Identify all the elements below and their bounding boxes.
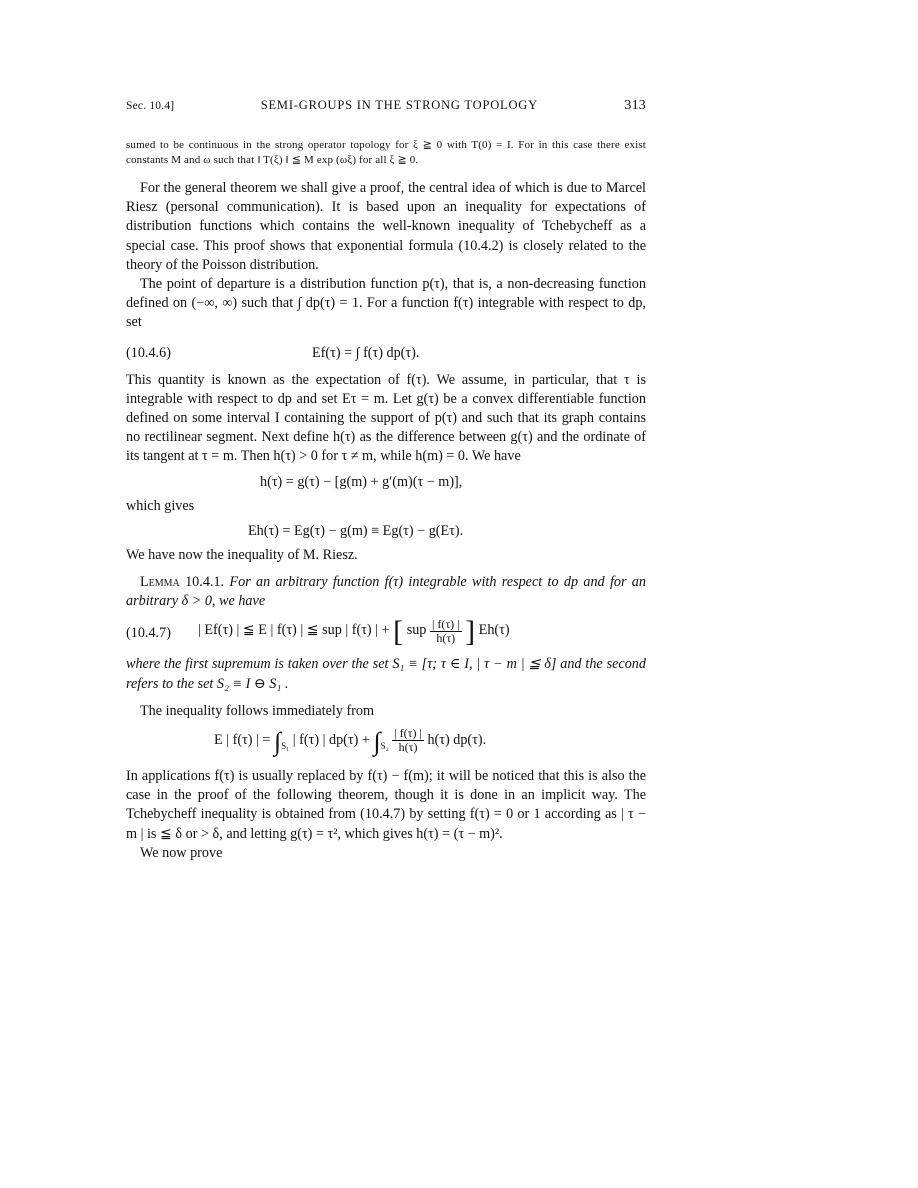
paragraph-applications: In applications f(τ) is usually replaced by f(τ) − f(m); it will be noticed that this is also the case in the proof of the following theorem, though it is done in an implicit way. The Tchebycheff inequality is obtained from (10.4.7) by setting f(τ) = 0 or 1 according as | τ − m | is ≦ δ or > δ, and letting g(τ) = τ², which gives h(τ) = (τ − m)². <box>126 768 646 842</box>
equation-body: Ef(τ) = ∫ f(τ) dp(τ). <box>312 344 420 361</box>
subscript-s2: S₂ <box>380 741 389 752</box>
lemma-label: Lemma 10.4.1. <box>140 574 225 591</box>
equation-number: (10.4.7) <box>126 625 171 642</box>
paragraph-follows: The inequality follows immediately from <box>140 702 375 719</box>
page <box>126 98 646 863</box>
section-label: Sec. 10.4] <box>126 100 175 112</box>
fraction-denominator: h(τ) <box>398 740 418 755</box>
equation-body: Eh(τ) = Eg(τ) − g(m) ≡ Eg(τ) − g(Eτ). <box>248 522 464 539</box>
sup-label: sup <box>406 622 427 639</box>
fraction-numerator: | f(τ) | <box>394 726 422 741</box>
equation-body <box>214 727 486 757</box>
paragraph-distribution-function: The point of departure is a distribution function p(τ), that is, a non-decreasing function defined on (−∞, ∞) such that ∫ dp(τ) = 1. For a function f(τ) integrable with respect to dp, set <box>126 276 646 331</box>
equation-body <box>198 615 510 649</box>
fraction <box>430 618 462 645</box>
lemma-statement <box>126 573 646 611</box>
lemma-text: For an arbitrary function f(τ) integrable with respect to dp and for an arbitrary δ > 0, we have <box>126 574 646 610</box>
right-bracket: ] <box>465 615 476 649</box>
equation-10-4-7 <box>126 611 646 655</box>
continued-paragraph: sumed to be continuous in the strong operator topology for ξ ≧ 0 with T(0) = I. For in this case there exist constants M and ω such that ‖ T(ξ) ‖ ≦ M exp (ωξ) for all ξ ≧ 0. <box>126 139 646 166</box>
inequality-left: | Ef(τ) | ≦ E | f(τ) | ≦ sup | f(τ) | + <box>198 622 390 639</box>
inequality-right: Eh(τ) <box>478 622 510 639</box>
split-right: h(τ) dp(τ). <box>427 732 487 749</box>
integral-sign-s2: ∫ <box>373 727 381 757</box>
equation-number: (10.4.6) <box>126 344 171 361</box>
paragraph-which-gives: which gives <box>126 497 195 514</box>
equation-body: h(τ) = g(τ) − [g(m) + g′(m)(τ − m)], <box>260 473 463 490</box>
equation-h-tau <box>126 467 646 497</box>
left-bracket: [ <box>393 615 404 649</box>
fraction-denominator: h(τ) <box>436 630 456 645</box>
subscript-s1: S₁ <box>281 741 290 752</box>
fraction-numerator: | f(τ) | <box>431 616 460 631</box>
equation-10-4-6 <box>126 333 646 371</box>
paragraph-riesz-inequality: We have now the inequality of M. Riesz. <box>126 546 358 563</box>
integral-sign-s1: ∫ <box>273 727 282 757</box>
running-header <box>126 98 646 114</box>
fraction <box>392 727 424 754</box>
equation-expectation-split <box>126 721 646 767</box>
split-left: E | f(τ) | = <box>214 732 271 749</box>
lemma-tail: where the first supremum is taken over the set S₁ ≡ [τ; τ ∈ I, | τ − m | ≦ δ] and the second refers to the set S₂ ≡ I ⊖ S₁ . <box>126 656 646 692</box>
paragraph-now-prove: We now prove <box>140 844 223 861</box>
split-middle: | f(τ) | dp(τ) + <box>292 732 370 749</box>
running-title: SEMI-GROUPS IN THE STRONG TOPOLOGY <box>260 98 538 112</box>
paragraph-riesz-intro: For the general theorem we shall give a proof, the central idea of which is due to Marcel Riesz (personal communication). It is based upon an inequality for expectations of distribution functions which contains the well-known inequality of Tchebycheff as a special case. This proof shows that exponential formula (10.4.2) is closely related to the theory of the Poisson distribution. <box>126 180 646 273</box>
page-number: 313 <box>624 98 646 113</box>
paragraph-expectation: This quantity is known as the expectation of f(τ). We assume, in particular, that τ is integrable with respect to dp and set Eτ = m. Let g(τ) be a convex differentiable function defined on some interval I containing the support of p(τ) and such that its graph contains no rectilinear segment. Next define h(τ) as the difference between g(τ) and the ordinate of its tangent at τ = m. Then h(τ) > 0 for τ ≠ m, while h(m) = 0. We have <box>126 371 646 465</box>
equation-Eh-tau <box>126 516 646 546</box>
